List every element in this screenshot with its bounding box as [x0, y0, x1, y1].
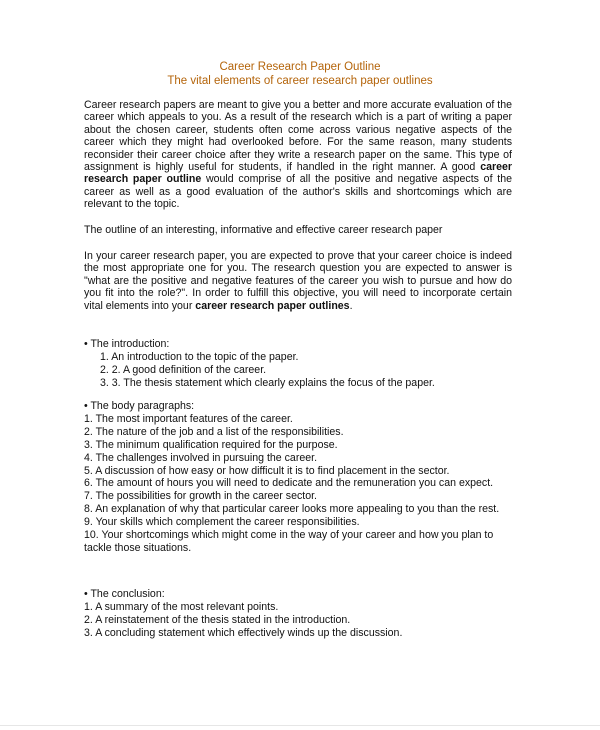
list-item: 1. An introduction to the topic of the paper.	[100, 350, 299, 363]
list-item: 3. 3. The thesis statement which clearly explains the focus of the paper.	[100, 376, 435, 389]
list-item: 1. A summary of the most relevant points.	[84, 600, 279, 613]
body-paragraphs-section	[84, 400, 524, 555]
conclusion-section	[84, 588, 524, 640]
expectation-paragraph-text: In your career research paper, you are expected to prove that your career choice is indeed the most appropriate one for you. The research question you are expected to answer is "what are the positive and negative features of the career you wish to pursue and how do you fit into the role?". In order to fulfill this objective, you will need to incorporate certain vital elements into your	[84, 250, 512, 312]
conclusion-heading: • The conclusion:	[84, 588, 165, 600]
intro-paragraph-text-2: would comprise of all the positive and negative aspects of the career as well as a good evaluation of the author's skills and shortcomings which are relevant to the topic.	[84, 173, 512, 211]
body-heading: • The body paragraphs:	[84, 400, 195, 412]
expectation-paragraph-end: .	[349, 299, 353, 312]
list-item: 4. The challenges involved in pursuing the career.	[84, 451, 318, 464]
introduction-heading: • The introduction:	[84, 338, 170, 350]
list-item: 7. The possibilities for growth in the career sector.	[84, 490, 317, 503]
list-item: 5. A discussion of how easy or how difficult it is to find placement in the sector.	[84, 464, 450, 477]
list-item: 2. A reinstatement of the thesis stated in the introduction.	[84, 613, 351, 626]
expectation-paragraph	[84, 250, 512, 312]
list-item: 1. The most important features of the career.	[84, 412, 293, 425]
list-item: 3. A concluding statement which effectively winds up the discussion.	[84, 626, 403, 639]
list-item: 2. 2. A good definition of the career.	[100, 363, 267, 376]
list-item: 2. The nature of the job and a list of the responsibilities.	[84, 425, 344, 438]
list-item: 8. An explanation of why that particular career looks more appealing to you than the rest.	[84, 503, 500, 516]
list-item: 10. Your shortcomings which might come in the way of your career and how you plan to tackle those situations.	[84, 529, 494, 554]
list-item: 3. The minimum qualification required for the purpose.	[84, 438, 338, 451]
list-item: 6. The amount of hours you will need to dedicate and the remuneration you can expect.	[84, 477, 494, 490]
outline-intro-line: The outline of an interesting, informative and effective career research paper	[84, 224, 443, 236]
intro-paragraph-text-1: Career research papers are meant to give you a better and more accurate evaluation of the career which appeals to you. As a result of the research which is a part of writing a paper about the chosen career, students often come across various negative aspects of the career which they might had overlooked before. For the same reason, many students reconsider their career choice after they write a research paper on the same. This type of assignment is highly useful for students, if handled in the right manner. A good	[84, 99, 512, 174]
introduction-section	[84, 338, 524, 390]
expectation-paragraph-bold: career research paper outlines	[195, 299, 350, 312]
document-subtitle: The vital elements of career research paper outlines	[167, 75, 433, 87]
intro-paragraph-bold: career research paper outline	[84, 161, 512, 186]
list-item: 9. Your skills which complement the career responsibilities.	[84, 516, 360, 529]
document-title: Career Research Paper Outline	[219, 61, 381, 73]
intro-paragraph	[84, 99, 512, 211]
